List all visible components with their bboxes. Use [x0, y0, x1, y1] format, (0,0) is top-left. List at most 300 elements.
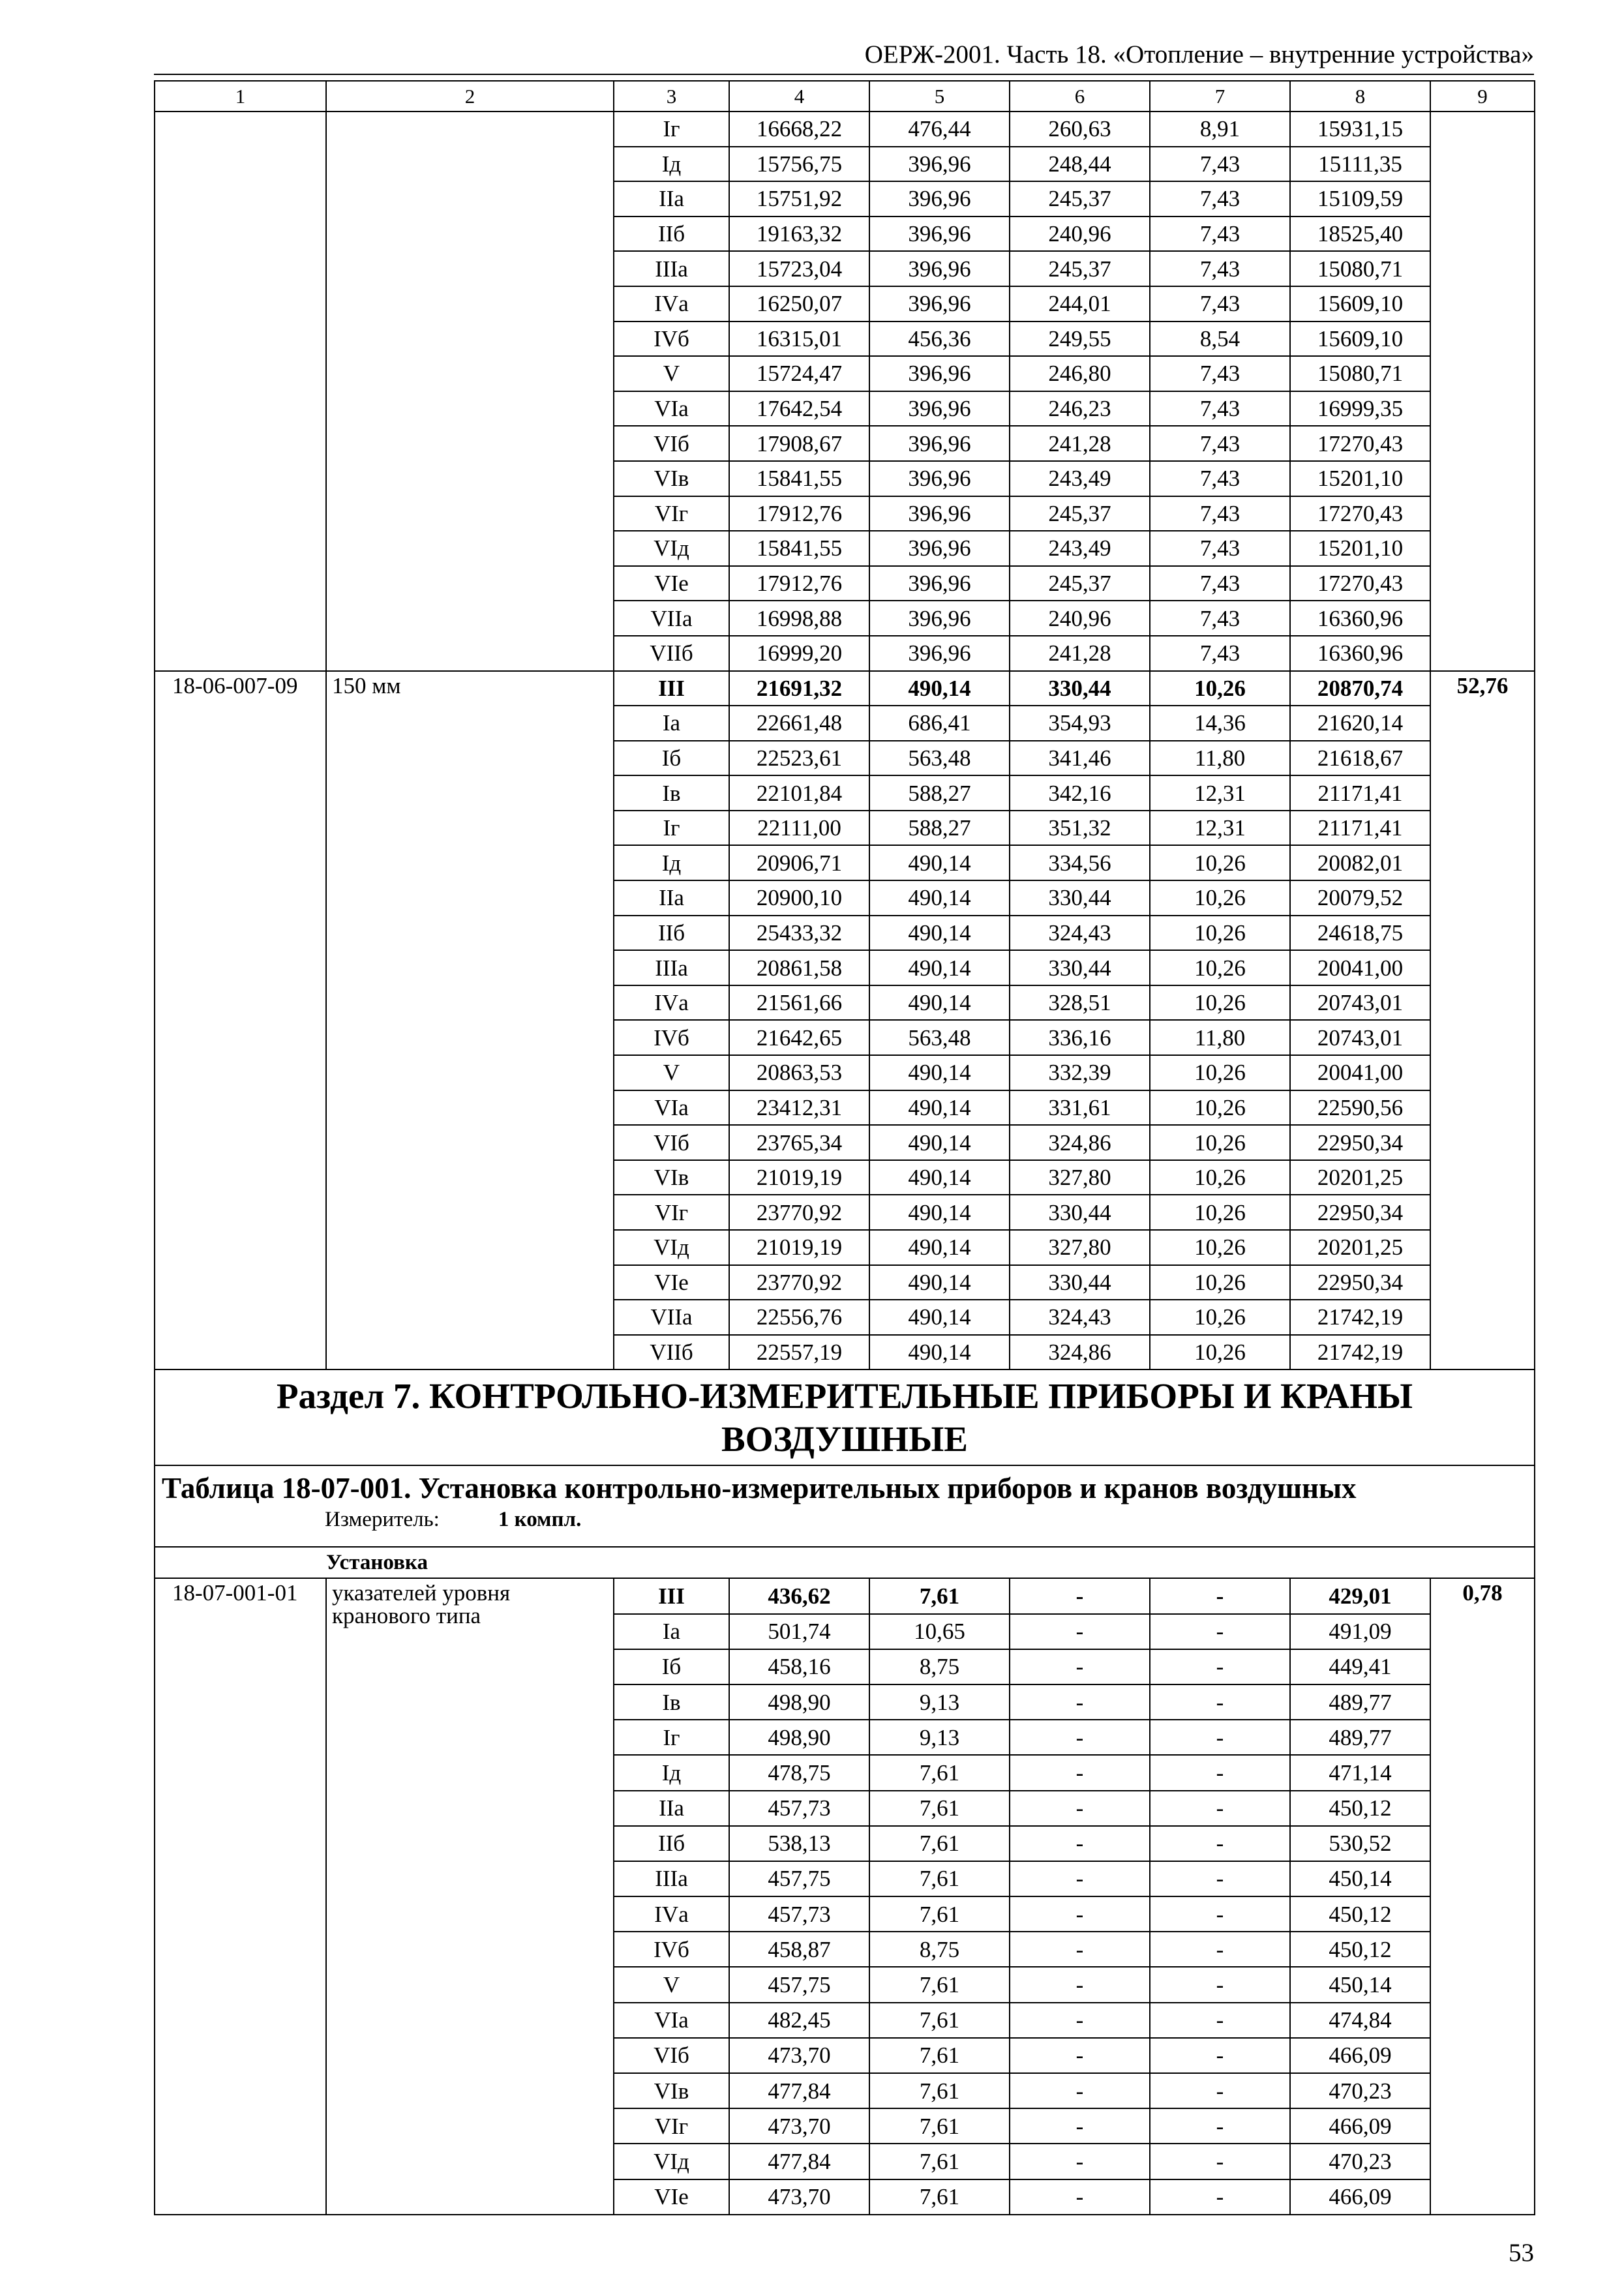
- value-cell: 15109,59: [1290, 181, 1430, 217]
- rates-table: [154, 80, 1535, 2215]
- value-cell: VIа: [614, 2003, 729, 2038]
- column-number: 8: [1290, 81, 1430, 112]
- value-cell: 490,14: [869, 671, 1010, 706]
- value-cell: 466,09: [1290, 2179, 1430, 2215]
- value-cell: 16998,88: [729, 601, 869, 636]
- value-cell: 457,75: [729, 1861, 869, 1896]
- value-cell: 7,43: [1150, 496, 1290, 531]
- value-cell: 12,31: [1150, 775, 1290, 811]
- value-cell: 23770,92: [729, 1265, 869, 1300]
- value-cell: 477,84: [729, 2073, 869, 2108]
- value-cell: 10,26: [1150, 950, 1290, 985]
- value-cell: 490,14: [869, 1230, 1010, 1265]
- value-cell: IIб: [614, 916, 729, 951]
- value-cell: -: [1010, 1684, 1150, 1720]
- value-cell: 21620,14: [1290, 706, 1430, 741]
- section-title: Раздел 7. КОНТРОЛЬНО-ИЗМЕРИТЕЛЬНЫЕ ПРИБОРЫ И КРАНЫ ВОЗДУШНЫЕ: [155, 1369, 1535, 1465]
- value-cell: 12,31: [1150, 811, 1290, 846]
- value-cell: -: [1010, 1826, 1150, 1861]
- value-cell: 21171,41: [1290, 811, 1430, 846]
- value-cell: 20201,25: [1290, 1230, 1430, 1265]
- value-cell: 396,96: [869, 217, 1010, 252]
- value-cell: -: [1010, 2144, 1150, 2179]
- value-cell: 16360,96: [1290, 601, 1430, 636]
- value-cell: 7,43: [1150, 566, 1290, 601]
- value-cell: IIб: [614, 217, 729, 252]
- value-cell: 588,27: [869, 775, 1010, 811]
- value-cell: 20870,74: [1290, 671, 1430, 706]
- value-cell: 25433,32: [729, 916, 869, 951]
- value-cell: V: [614, 356, 729, 391]
- value-cell: 477,84: [729, 2144, 869, 2179]
- table-row: [155, 112, 1535, 147]
- value-cell: Iд: [614, 845, 729, 880]
- value-cell: 15751,92: [729, 181, 869, 217]
- value-cell: 7,61: [869, 1755, 1010, 1790]
- value-cell: Iа: [614, 1614, 729, 1649]
- value-cell: 457,75: [729, 1967, 869, 2002]
- value-cell: -: [1010, 2073, 1150, 2108]
- value-cell: Iб: [614, 1649, 729, 1684]
- value-cell: 9,13: [869, 1684, 1010, 1720]
- value-cell: 10,26: [1150, 1265, 1290, 1300]
- value-cell: VIб: [614, 1125, 729, 1160]
- value-cell: -: [1010, 1578, 1150, 1613]
- value-cell: 10,26: [1150, 1125, 1290, 1160]
- value-cell: 449,41: [1290, 1649, 1430, 1684]
- value-cell: 22950,34: [1290, 1125, 1430, 1160]
- value-cell: -: [1150, 2144, 1290, 2179]
- value-cell: 24618,75: [1290, 916, 1430, 951]
- value-cell: VIг: [614, 496, 729, 531]
- value-cell: 22557,19: [729, 1335, 869, 1370]
- value-cell: 20743,01: [1290, 1020, 1430, 1055]
- value-cell: 10,26: [1150, 880, 1290, 916]
- value-cell: 10,26: [1150, 671, 1290, 706]
- value-cell: 15080,71: [1290, 251, 1430, 286]
- value-cell: 331,61: [1010, 1090, 1150, 1126]
- value-cell: 11,80: [1150, 1020, 1290, 1055]
- value-cell: III: [614, 1578, 729, 1613]
- value-cell: 330,44: [1010, 671, 1150, 706]
- value-cell: 396,96: [869, 391, 1010, 426]
- value-cell: 498,90: [729, 1684, 869, 1720]
- value-cell: VIб: [614, 426, 729, 461]
- value-cell: 470,23: [1290, 2073, 1430, 2108]
- value-cell: 10,26: [1150, 1055, 1290, 1090]
- value-cell: 324,86: [1010, 1125, 1150, 1160]
- page-header-title: ОЕРЖ-2001. Часть 18. «Отопление – внутренние устройства»: [864, 40, 1534, 68]
- value-cell: 330,44: [1010, 1195, 1150, 1230]
- value-cell: -: [1150, 1861, 1290, 1896]
- value-cell: 563,48: [869, 1020, 1010, 1055]
- value-cell: 7,61: [869, 1896, 1010, 1932]
- value-cell: 21019,19: [729, 1160, 869, 1195]
- section-row: [155, 1369, 1535, 1465]
- value-cell: 7,43: [1150, 636, 1290, 671]
- column-number: 5: [869, 81, 1010, 112]
- value-cell: 490,14: [869, 1335, 1010, 1370]
- value-cell: 21642,65: [729, 1020, 869, 1055]
- value-cell: 16360,96: [1290, 636, 1430, 671]
- value-cell: 490,14: [869, 845, 1010, 880]
- value-cell: 22950,34: [1290, 1265, 1430, 1300]
- value-cell: IVа: [614, 286, 729, 322]
- value-cell: 17270,43: [1290, 426, 1430, 461]
- value-cell: IIIа: [614, 1861, 729, 1896]
- work-name-cell: 150 мм: [326, 671, 614, 1370]
- value-cell: 241,28: [1010, 636, 1150, 671]
- value-cell: 330,44: [1010, 1265, 1150, 1300]
- value-cell: -: [1150, 2038, 1290, 2073]
- value-cell: 396,96: [869, 251, 1010, 286]
- value-cell: 334,56: [1010, 845, 1150, 880]
- value-cell: 21019,19: [729, 1230, 869, 1265]
- value-cell: -: [1150, 1720, 1290, 1755]
- value-cell: 396,96: [869, 426, 1010, 461]
- value-cell: 476,44: [869, 112, 1010, 147]
- value-cell: -: [1010, 2179, 1150, 2215]
- column-number: 4: [729, 81, 869, 112]
- value-cell: 22101,84: [729, 775, 869, 811]
- value-cell: 10,26: [1150, 845, 1290, 880]
- value-cell: 240,96: [1010, 217, 1150, 252]
- value-cell: 490,14: [869, 985, 1010, 1021]
- value-cell: 466,09: [1290, 2108, 1430, 2144]
- value-cell: 21742,19: [1290, 1300, 1430, 1335]
- value-cell: 473,70: [729, 2108, 869, 2144]
- value-cell: 246,80: [1010, 356, 1150, 391]
- value-cell: 396,96: [869, 636, 1010, 671]
- value-cell: 450,12: [1290, 1932, 1430, 1967]
- value-cell: 450,12: [1290, 1896, 1430, 1932]
- value-cell: 20041,00: [1290, 1055, 1430, 1090]
- value-cell: 21618,67: [1290, 741, 1430, 776]
- value-cell: 8,54: [1150, 322, 1290, 357]
- value-cell: 686,41: [869, 706, 1010, 741]
- value-cell: IVб: [614, 322, 729, 357]
- value-cell: 328,51: [1010, 985, 1150, 1021]
- value-cell: III: [614, 671, 729, 706]
- value-cell: 396,96: [869, 461, 1010, 496]
- labor-cost-cell: 0,78: [1430, 1578, 1535, 2214]
- value-cell: 7,43: [1150, 461, 1290, 496]
- value-cell: 20041,00: [1290, 950, 1430, 985]
- value-cell: VIб: [614, 2038, 729, 2073]
- value-cell: VIIб: [614, 636, 729, 671]
- value-cell: 7,43: [1150, 601, 1290, 636]
- value-cell: 245,37: [1010, 496, 1150, 531]
- value-cell: Iв: [614, 1684, 729, 1720]
- column-number: 6: [1010, 81, 1150, 112]
- value-cell: 490,14: [869, 950, 1010, 985]
- value-cell: -: [1150, 1967, 1290, 2002]
- value-cell: 473,70: [729, 2038, 869, 2073]
- work-name-cell: [326, 112, 614, 671]
- value-cell: 474,84: [1290, 2003, 1430, 2038]
- value-cell: 16999,35: [1290, 391, 1430, 426]
- value-cell: 14,36: [1150, 706, 1290, 741]
- value-cell: 490,14: [869, 916, 1010, 951]
- value-cell: -: [1150, 2108, 1290, 2144]
- value-cell: 245,37: [1010, 251, 1150, 286]
- value-cell: IVб: [614, 1020, 729, 1055]
- rate-code-cell: [155, 112, 326, 671]
- value-cell: 22661,48: [729, 706, 869, 741]
- value-cell: 10,26: [1150, 1090, 1290, 1126]
- column-number: 2: [326, 81, 614, 112]
- column-number: 3: [614, 81, 729, 112]
- table-title-row: [155, 1465, 1535, 1547]
- value-cell: 396,96: [869, 496, 1010, 531]
- column-number: 7: [1150, 81, 1290, 112]
- value-cell: IVа: [614, 985, 729, 1021]
- value-cell: 458,87: [729, 1932, 869, 1967]
- value-cell: VIд: [614, 2144, 729, 2179]
- value-cell: 9,13: [869, 1720, 1010, 1755]
- value-cell: IVб: [614, 1932, 729, 1967]
- value-cell: 324,86: [1010, 1335, 1150, 1370]
- value-cell: 22523,61: [729, 741, 869, 776]
- value-cell: 7,61: [869, 1967, 1010, 2002]
- value-cell: 22590,56: [1290, 1090, 1430, 1126]
- value-cell: 490,14: [869, 1055, 1010, 1090]
- value-cell: 489,77: [1290, 1720, 1430, 1755]
- value-cell: 327,80: [1010, 1230, 1150, 1265]
- value-cell: 21561,66: [729, 985, 869, 1021]
- value-cell: 450,14: [1290, 1967, 1430, 2002]
- value-cell: 473,70: [729, 2179, 869, 2215]
- table-title: Таблица 18-07-001. Установка контрольно-измерительных приборов и кранов воздушных: [162, 1472, 1357, 1505]
- value-cell: IIа: [614, 1791, 729, 1826]
- subheading-row: [155, 1547, 1535, 1578]
- meter-label: Измеритель:: [325, 1508, 440, 1532]
- value-cell: 16315,01: [729, 322, 869, 357]
- value-cell: 330,44: [1010, 950, 1150, 985]
- value-cell: 20743,01: [1290, 985, 1430, 1021]
- value-cell: 342,16: [1010, 775, 1150, 811]
- value-cell: 16668,22: [729, 112, 869, 147]
- value-cell: 491,09: [1290, 1614, 1430, 1649]
- value-cell: VIе: [614, 2179, 729, 2215]
- value-cell: 20082,01: [1290, 845, 1430, 880]
- value-cell: 7,43: [1150, 391, 1290, 426]
- value-cell: -: [1010, 1614, 1150, 1649]
- column-number-row: [155, 81, 1535, 112]
- value-cell: -: [1010, 1755, 1150, 1790]
- value-cell: -: [1010, 1649, 1150, 1684]
- value-cell: Iг: [614, 1720, 729, 1755]
- value-cell: -: [1150, 1578, 1290, 1613]
- value-cell: 482,45: [729, 2003, 869, 2038]
- value-cell: 240,96: [1010, 601, 1150, 636]
- value-cell: 10,65: [869, 1614, 1010, 1649]
- value-cell: -: [1010, 2108, 1150, 2144]
- value-cell: 244,01: [1010, 286, 1150, 322]
- value-cell: VIв: [614, 2073, 729, 2108]
- value-cell: 23765,34: [729, 1125, 869, 1160]
- value-cell: 471,14: [1290, 1755, 1430, 1790]
- value-cell: 16999,20: [729, 636, 869, 671]
- labor-cost-cell: [1430, 112, 1535, 671]
- value-cell: 10,26: [1150, 985, 1290, 1021]
- value-cell: 8,75: [869, 1932, 1010, 1967]
- value-cell: 470,23: [1290, 2144, 1430, 2179]
- value-cell: 7,61: [869, 2179, 1010, 2215]
- value-cell: 11,80: [1150, 741, 1290, 776]
- value-cell: 7,61: [869, 2144, 1010, 2179]
- value-cell: 7,61: [869, 2003, 1010, 2038]
- value-cell: 7,61: [869, 1578, 1010, 1613]
- value-cell: 20201,25: [1290, 1160, 1430, 1195]
- value-cell: 17270,43: [1290, 496, 1430, 531]
- meter-line: [162, 1505, 1527, 1534]
- value-cell: -: [1150, 1896, 1290, 1932]
- value-cell: 7,61: [869, 1826, 1010, 1861]
- value-cell: Iд: [614, 147, 729, 182]
- column-number: 9: [1430, 81, 1535, 112]
- value-cell: 10,26: [1150, 1160, 1290, 1195]
- value-cell: 16250,07: [729, 286, 869, 322]
- value-cell: 450,14: [1290, 1861, 1430, 1896]
- value-cell: VIа: [614, 1090, 729, 1126]
- value-cell: VIIб: [614, 1335, 729, 1370]
- value-cell: VIг: [614, 1195, 729, 1230]
- value-cell: 20900,10: [729, 880, 869, 916]
- value-cell: 457,73: [729, 1896, 869, 1932]
- value-cell: 15841,55: [729, 461, 869, 496]
- value-cell: Iа: [614, 706, 729, 741]
- subheading: Установка: [155, 1547, 1535, 1578]
- value-cell: IIа: [614, 880, 729, 916]
- value-cell: -: [1010, 1861, 1150, 1896]
- value-cell: 21742,19: [1290, 1335, 1430, 1370]
- value-cell: 19163,32: [729, 217, 869, 252]
- value-cell: -: [1010, 1967, 1150, 2002]
- value-cell: IIIа: [614, 950, 729, 985]
- value-cell: VIIа: [614, 1300, 729, 1335]
- value-cell: IIIа: [614, 251, 729, 286]
- value-cell: 15080,71: [1290, 356, 1430, 391]
- value-cell: 450,12: [1290, 1791, 1430, 1826]
- value-cell: -: [1150, 2179, 1290, 2215]
- value-cell: 243,49: [1010, 531, 1150, 566]
- value-cell: 588,27: [869, 811, 1010, 846]
- value-cell: Iг: [614, 811, 729, 846]
- value-cell: 260,63: [1010, 112, 1150, 147]
- value-cell: 429,01: [1290, 1578, 1430, 1613]
- value-cell: 501,74: [729, 1614, 869, 1649]
- value-cell: 490,14: [869, 1265, 1010, 1300]
- value-cell: 23770,92: [729, 1195, 869, 1230]
- value-cell: 17912,76: [729, 566, 869, 601]
- value-cell: 22556,76: [729, 1300, 869, 1335]
- value-cell: 354,93: [1010, 706, 1150, 741]
- value-cell: -: [1010, 2003, 1150, 2038]
- value-cell: 478,75: [729, 1755, 869, 1790]
- value-cell: -: [1150, 1791, 1290, 1826]
- value-cell: 15201,10: [1290, 461, 1430, 496]
- value-cell: 7,43: [1150, 356, 1290, 391]
- value-cell: 436,62: [729, 1578, 869, 1613]
- table-title-cell: [155, 1465, 1535, 1547]
- value-cell: 498,90: [729, 1720, 869, 1755]
- value-cell: VIг: [614, 2108, 729, 2144]
- value-cell: 7,43: [1150, 531, 1290, 566]
- value-cell: 241,28: [1010, 426, 1150, 461]
- value-cell: 7,43: [1150, 147, 1290, 182]
- rate-code-cell: 18-07-001-01: [155, 1578, 326, 2214]
- value-cell: VIв: [614, 461, 729, 496]
- value-cell: V: [614, 1055, 729, 1090]
- value-cell: 324,43: [1010, 1300, 1150, 1335]
- value-cell: 327,80: [1010, 1160, 1150, 1195]
- value-cell: -: [1150, 2003, 1290, 2038]
- value-cell: 21171,41: [1290, 775, 1430, 811]
- value-cell: -: [1150, 2073, 1290, 2108]
- value-cell: -: [1010, 1791, 1150, 1826]
- value-cell: 8,91: [1150, 112, 1290, 147]
- value-cell: 10,26: [1150, 1335, 1290, 1370]
- value-cell: 10,26: [1150, 1230, 1290, 1265]
- value-cell: -: [1150, 1932, 1290, 1967]
- value-cell: 243,49: [1010, 461, 1150, 496]
- value-cell: -: [1010, 1896, 1150, 1932]
- value-cell: V: [614, 1967, 729, 2002]
- value-cell: 490,14: [869, 1125, 1010, 1160]
- value-cell: 20079,52: [1290, 880, 1430, 916]
- value-cell: 15931,15: [1290, 112, 1430, 147]
- value-cell: 7,61: [869, 2073, 1010, 2108]
- value-cell: 538,13: [729, 1826, 869, 1861]
- value-cell: 324,43: [1010, 916, 1150, 951]
- value-cell: Iг: [614, 112, 729, 147]
- value-cell: -: [1010, 1932, 1150, 1967]
- value-cell: 245,37: [1010, 181, 1150, 217]
- value-cell: 563,48: [869, 741, 1010, 776]
- value-cell: 490,14: [869, 1160, 1010, 1195]
- value-cell: 20906,71: [729, 845, 869, 880]
- value-cell: 15841,55: [729, 531, 869, 566]
- value-cell: -: [1150, 1826, 1290, 1861]
- value-cell: 15201,10: [1290, 531, 1430, 566]
- value-cell: IIб: [614, 1826, 729, 1861]
- value-cell: 466,09: [1290, 2038, 1430, 2073]
- column-number: 1: [155, 81, 326, 112]
- value-cell: 10,26: [1150, 1195, 1290, 1230]
- value-cell: Iд: [614, 1755, 729, 1790]
- value-cell: 457,73: [729, 1791, 869, 1826]
- value-cell: 396,96: [869, 147, 1010, 182]
- value-cell: VIе: [614, 566, 729, 601]
- value-cell: 17912,76: [729, 496, 869, 531]
- value-cell: 332,39: [1010, 1055, 1150, 1090]
- value-cell: VIIа: [614, 601, 729, 636]
- meter-value: 1 компл.: [498, 1508, 582, 1532]
- value-cell: 490,14: [869, 1090, 1010, 1126]
- value-cell: 21691,32: [729, 671, 869, 706]
- value-cell: VIа: [614, 391, 729, 426]
- value-cell: 396,96: [869, 531, 1010, 566]
- value-cell: 396,96: [869, 601, 1010, 636]
- value-cell: 10,26: [1150, 916, 1290, 951]
- table-row: [155, 671, 1535, 706]
- value-cell: 15756,75: [729, 147, 869, 182]
- value-cell: -: [1150, 1684, 1290, 1720]
- value-cell: 17270,43: [1290, 566, 1430, 601]
- value-cell: 246,23: [1010, 391, 1150, 426]
- value-cell: 490,14: [869, 1300, 1010, 1335]
